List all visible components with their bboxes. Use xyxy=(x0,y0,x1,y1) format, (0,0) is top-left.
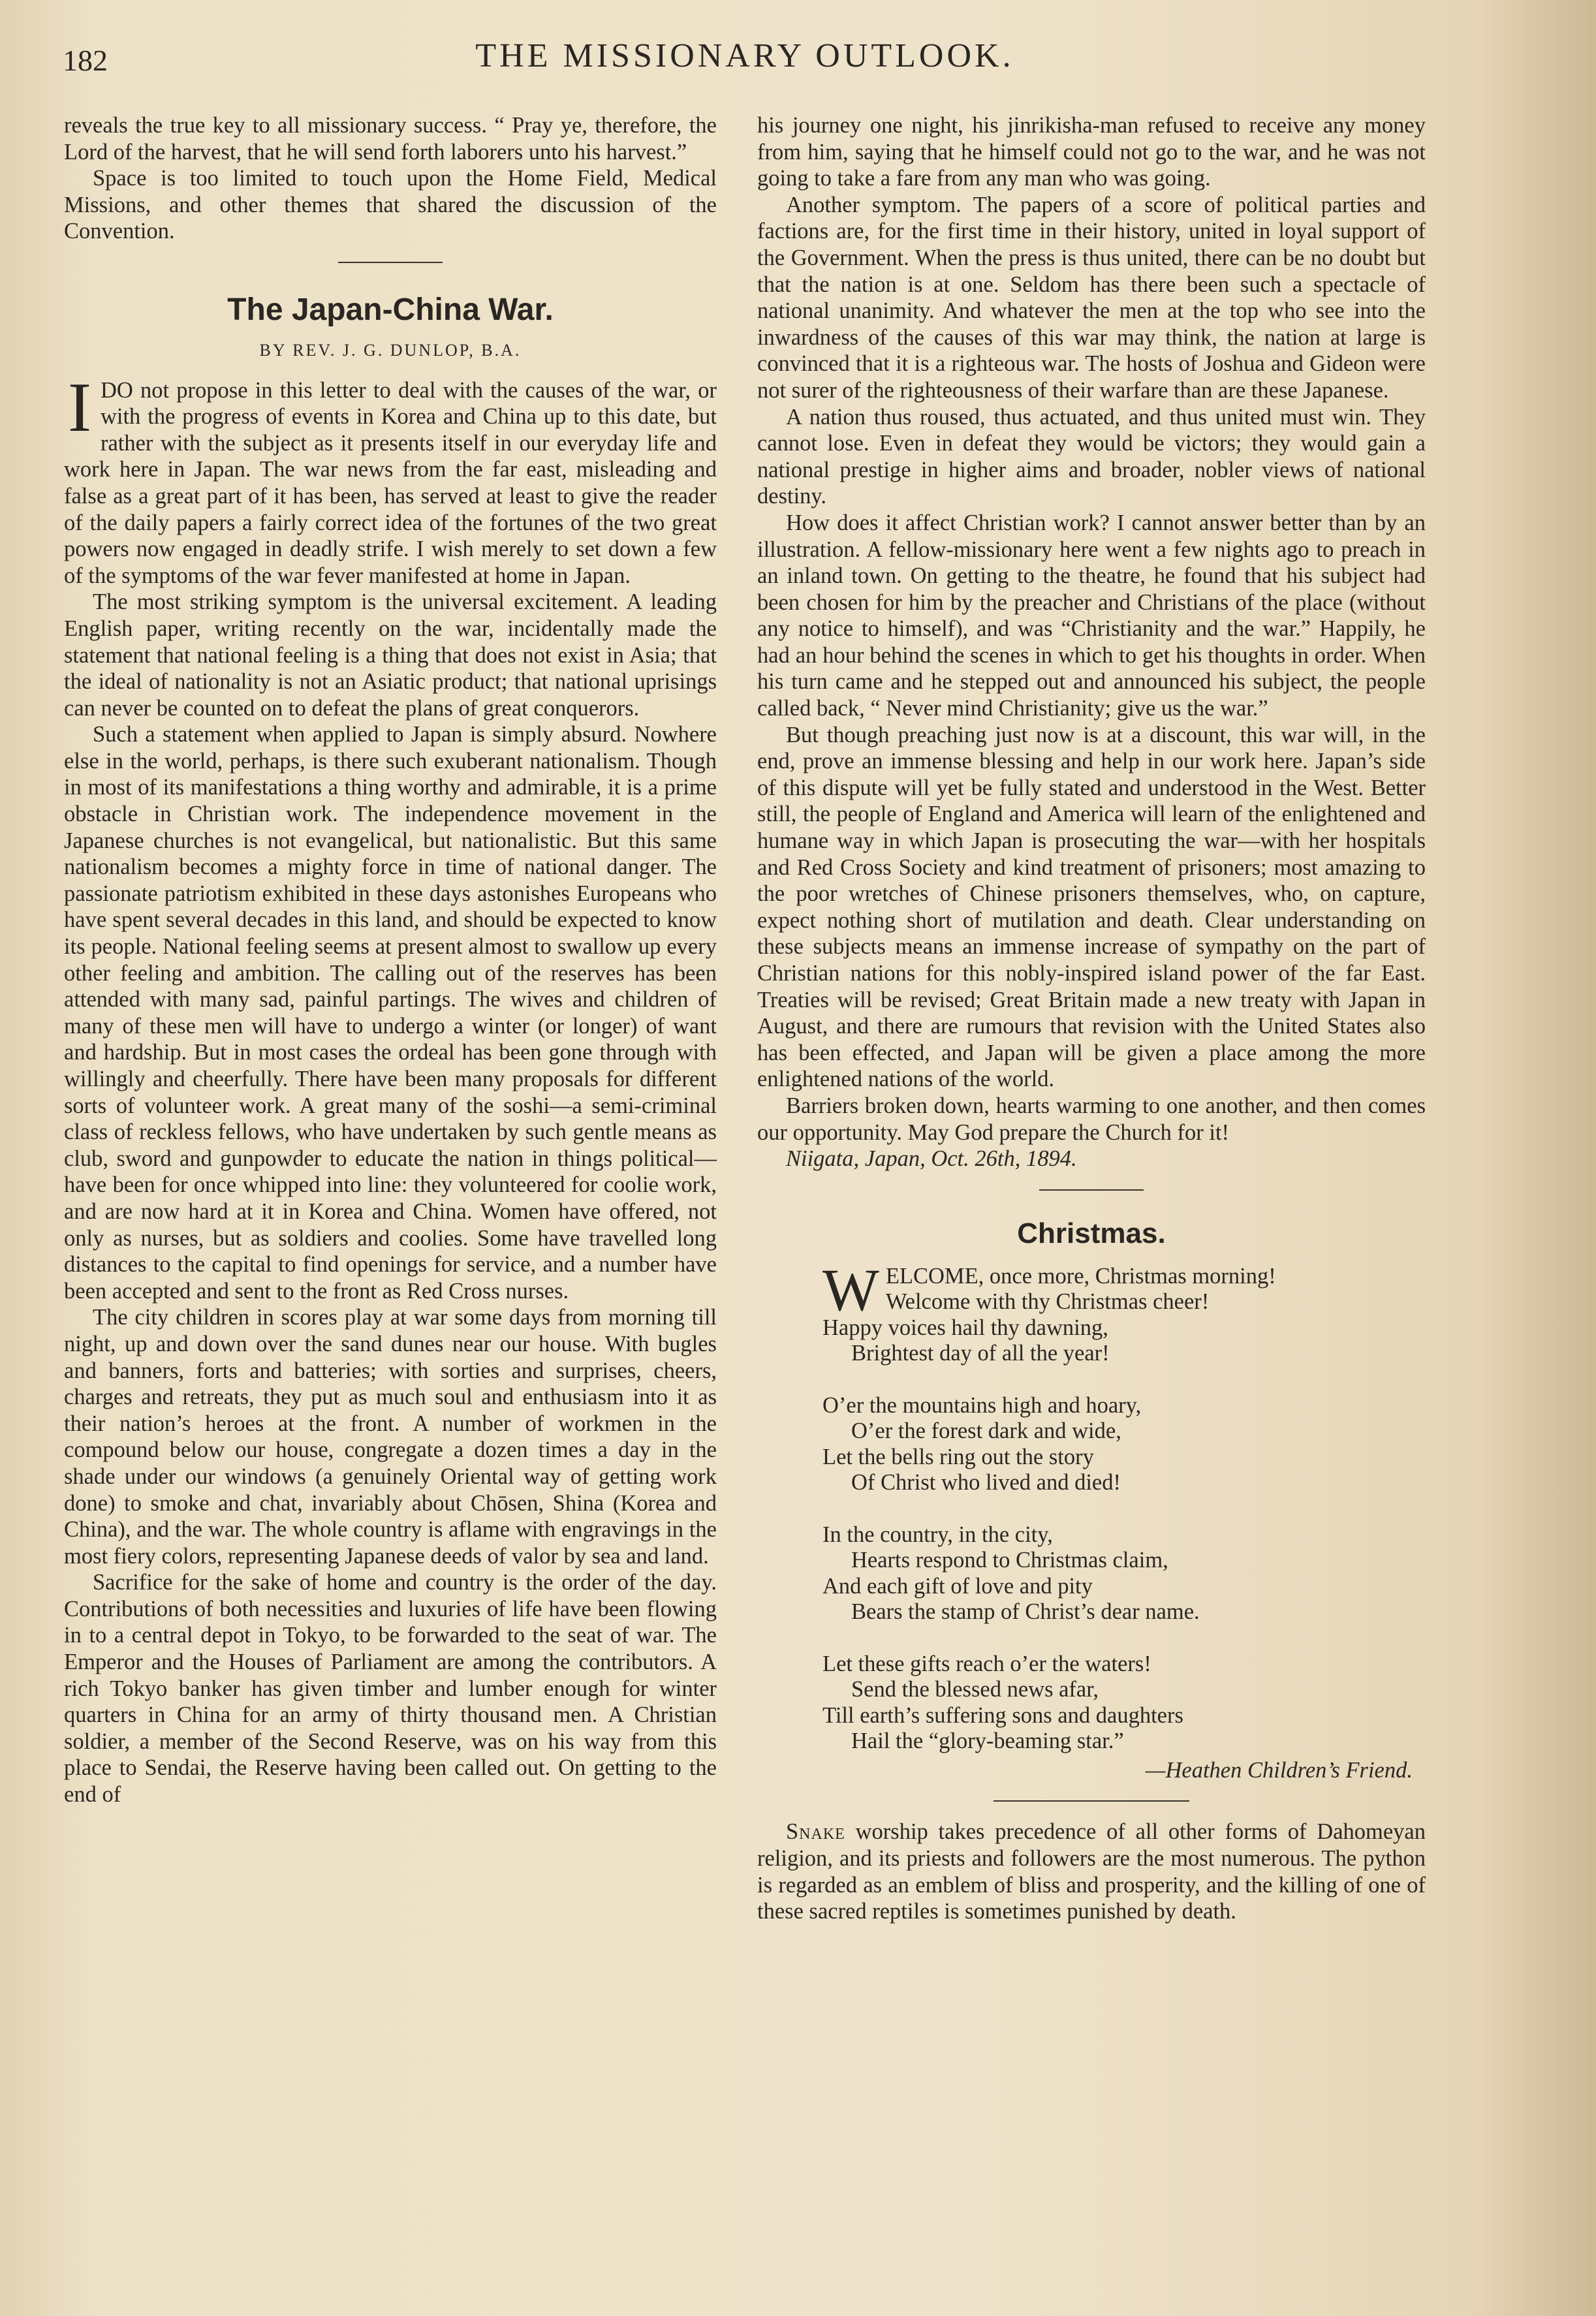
poem-line: Let these gifts reach o’er the waters! xyxy=(822,1651,1151,1676)
poem-line: Till earth’s suffering sons and daughters xyxy=(822,1702,1183,1728)
poem-line: Brightest day of all the year! xyxy=(851,1341,1110,1366)
poem-stanza xyxy=(822,1256,1426,1367)
left-column xyxy=(64,112,717,1808)
article-paragraph: A nation thus roused, thus actuated, and thus united must win. They cannot lose. Even in defeat they would be victors; they would gain a national prestige in higher aims and broader, nobler views of national destiny. xyxy=(757,404,1426,509)
poem-line: Let the bells ring out the story xyxy=(822,1444,1094,1469)
article-paragraph: Sacrifice for the sake of home and country is the order of the day. Contributions of both necessities and luxuries of life have been flowing in to a central depot in Tokyo, to be forwarded to the seat of war. The Emperor and the Houses of Parliament are among the contributors. A rich Tokyo banker has given timber and lumber enough for winter quarters in China for an army of thirty thousand men. A Christian soldier, a member of the Second Reserve, was on his way from this place to Sendai, the Reserve having been called out. On getting to the end of xyxy=(64,1570,717,1807)
poem xyxy=(822,1256,1426,1755)
page-header xyxy=(63,34,1427,80)
drop-cap: I xyxy=(68,368,91,446)
poem-line: Welcome with thy Christmas cheer! xyxy=(885,1289,1210,1315)
poem-stanza xyxy=(822,1651,1426,1755)
poem-line: And each gift of love and pity xyxy=(822,1573,1093,1599)
poem-line: In the country, in the city, xyxy=(822,1522,1053,1547)
page-number: 182 xyxy=(63,44,108,77)
poem-line: Happy voices hail thy dawning, xyxy=(822,1315,1108,1340)
poem-line: Of Christ who lived and died! xyxy=(851,1470,1121,1495)
poem-line: Hearts respond to Christmas claim, xyxy=(851,1548,1168,1573)
article-paragraph: How does it affect Christian work? I cannot answer better than by an illustration. A fellow-missionary here went a few nights ago to preach in an inland town. On getting to the theatre, he found that his subject had been chosen for him by the preacher and Christians of the place (without any notice to himself), and was “Christianity and the war.” Happily, he had an hour behind the scenes in which to get his thoughts in order. When his turn came and he stepped out and announced his subject, the people called back, “ Never mind Christianity; give us the war.” xyxy=(757,510,1426,721)
article-title: The Japan-China War. xyxy=(227,292,554,327)
paragraph: Space is too limited to touch upon the Home Field, Medical Missions, and other themes that shared the discussion of the Convention. xyxy=(64,166,717,244)
snake-note-paragraph xyxy=(757,1819,1426,1924)
section-divider xyxy=(1039,1189,1144,1191)
article-paragraph: Barriers broken down, hearts warming to one another, and then comes our opportunity. May God prepare the Church for it! xyxy=(757,1093,1426,1145)
article-paragraph: Such a statement when applied to Japan is simply absurd. Nowhere else in the world, perhaps, is there such exuberant nationalism. Though in most of its manifestations a thing worthy and admirable, it is a prime obstacle in Christian work. The independence movement in the Japanese churches is not evangelical, but nationalistic. But this same nationalism becomes a mighty force in time of national danger. The passionate patriotism exhibited in these days astonishes Europeans who have spent several decades in this land, and should be expected to know its people. National feeling seems at present almost to swallow up every other feeling and ambition. The calling out of the reserves has been attended with many sad, painful partings. The wives and children of many of these men will have to undergo a winter (or longer) of want and hardship. But in most cases the ordeal has been gone through with willingly and cheerfully. There have been many proposals for different sorts of volunteer work. A great many of the soshi—a semi-criminal class of reckless fellows, who have undertaken by such gentle means as club, sword and gunpowder to educate the nation in things political—have been for once whipped into line: they volunteered for coolie work, and are now hard at it in Korea and China. Women have offered, not only as nurses, but as soldiers and coolies. Some have travelled long distances to the capital to find openings for service, and a number have been accepted and sent to the front as Red Cross nurses. xyxy=(64,722,717,1304)
poem-line: ELCOME, once more, Christmas morning! xyxy=(885,1263,1276,1289)
continued-paragraph: reveals the true key to all missionary success. “ Pray ye, therefore, the Lord of the harvest, that he will send forth laborers unto his harvest.” xyxy=(64,113,717,164)
article-paragraph: his journey one night, his jinrikisha-man refused to receive any money from him, saying that he himself could not go to the war, and he was not going to take a fare from any man who was going. xyxy=(757,113,1426,191)
poem-title: Christmas. xyxy=(1017,1217,1166,1249)
first-paragraph-text: DO not propose in this letter to deal with the causes of the war, or with the progress of events in Korea and China up to this date, but rather with the subject as it presents itself in our everyday life and work here in Japan. The war news from the far east, misleading and false as a great part of it has been, has served at least to give the reader of the daily papers a fairly correct idea of the fortunes of the two great powers now engaged in deadly strife. I wish merely to set down a few of the symptoms of the war fever manifested at home in Japan. xyxy=(64,377,717,588)
poem-stanza xyxy=(822,1393,1426,1496)
poem-attribution: —Heathen Children’s Friend. xyxy=(1145,1757,1413,1783)
poem-line: Send the blessed news afar, xyxy=(851,1677,1099,1702)
article-first-paragraph xyxy=(64,368,717,589)
running-head: THE MISSIONARY OUTLOOK. xyxy=(475,37,1014,74)
poem-line: Bears the stamp of Christ’s dear name. xyxy=(851,1599,1200,1625)
poem-line: O’er the forest dark and wide, xyxy=(851,1418,1121,1444)
poem-drop-cap: W xyxy=(822,1256,879,1323)
snake-note-text: worship takes precedence of all other forms of Dahomeyan religion, and its priests and followers are the most numerous. The python is regarded as an emblem of bliss and prosperity, and the killing of one of these sacred reptiles is sometimes punished by death. xyxy=(757,1819,1426,1924)
poem-line: O’er the mountains high and hoary, xyxy=(822,1392,1142,1418)
poem-line: Hail the “glory-beaming star.” xyxy=(851,1729,1124,1754)
article-paragraph: But though preaching just now is at a discount, this war will, in the end, prove an immense blessing and help in our work here. Japan’s side of this dispute will yet be fully stated and understood in the West. Better still, the people of England and America will learn of the enlightened and humane way in which Japan is prosecuting the war—with her hospitals and Red Cross Society and kind treatment of prisoners; most amazing to the poor wretches of Chinese prisoners themselves, who, on capture, expect nothing short of mutilation and death. Clear understanding on these subjects means an immense increase of sympathy on the part of Christian nations for this nobly-inspired island power of the far East. Treaties will be revised; Great Britain made a new treaty with Japan in August, and there are rumours that revision with the United States also has been effected, and Japan will be given a place among the more enlightened nations of the world. xyxy=(757,722,1426,1092)
section-divider xyxy=(338,262,443,263)
right-column xyxy=(757,112,1426,1925)
article-paragraph: Another symptom. The papers of a score of political parties and factions are, for the first time in their history, united in loyal support of the Government. When the press is thus united, there can be no doubt but that the nation is at one. Seldom has there been such a spectacle of national unanimity. And whatever the men at the top who see into the inwardness of the causes of this war may think, the nation at large is convinced that it is a righteous war. The hosts of Joshua and Gideon were not surer of the righteousness of their warfare than are these Japanese. xyxy=(757,192,1426,403)
poem-stanza xyxy=(822,1522,1426,1625)
article-paragraph: The most striking symptom is the universal excitement. A leading English paper, writing recently on the war, incidentally made the statement that national feeling is a thing that does not exist in Asia; that the ideal of nationality is not an Asiatic product; that national uprisings can never be counted on to defeat the plans of great conquerors. xyxy=(64,589,717,721)
article-dateline: Niigata, Japan, Oct. 26th, 1894. xyxy=(786,1146,1077,1172)
section-divider xyxy=(994,1800,1189,1802)
snake-note-lead: Snake xyxy=(786,1819,845,1845)
article-byline: BY REV. J. G. DUNLOP, B.A. xyxy=(259,340,522,360)
article-paragraph: The city children in scores play at war some days from morning till night, up and down over the sand dunes near our house. With bugles and banners, forts and batteries; with sorties and surprises, cheers, charges and retreats, they put as much soul and enthusiasm into it as their nation’s heroes at the front. A number of workmen in the compound below our house, congregate a dozen times a day in the shade under our windows (a genuinely Oriental way of getting work done) to smoke and chat, invariably about Chōsen, Shina (Korea and China), and the war. The whole country is aflame with engravings in the most fiery colors, representing Japanese deeds of valor by sea and land. xyxy=(64,1305,717,1569)
